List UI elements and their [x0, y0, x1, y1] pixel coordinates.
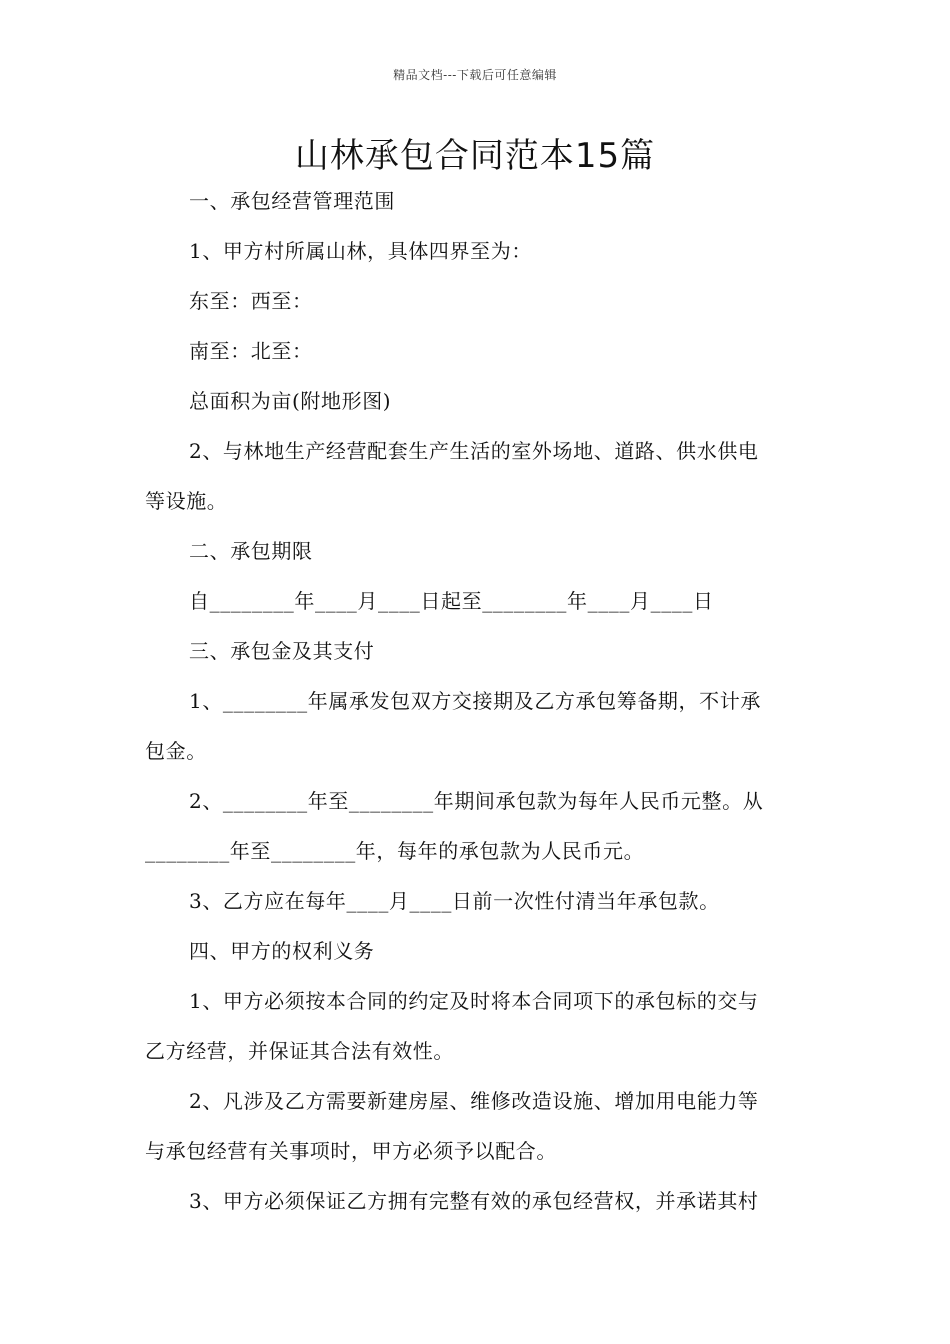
- paragraph-line: ________年至________年，每年的承包款为人民币元。: [145, 839, 645, 863]
- paragraph-line: 2、凡涉及乙方需要新建房屋、维修改造设施、增加用电能力等: [189, 1089, 759, 1113]
- paragraph-line: 1、甲方必须按本合同的约定及时将本合同项下的承包标的交与: [189, 989, 759, 1013]
- paragraph-line: 与承包经营有关事项时，甲方必须予以配合。: [145, 1139, 557, 1163]
- paragraph-line: 3、乙方应在每年____月____日前一次性付清当年承包款。: [189, 889, 720, 913]
- paragraph-line: 等设施。: [145, 489, 228, 513]
- paragraph-line: 3、甲方必须保证乙方拥有完整有效的承包经营权，并承诺其村: [189, 1189, 759, 1213]
- paragraph-line: 自________年____月____日起至________年____月____日: [189, 589, 714, 613]
- paragraph-line: 2、________年至________年期间承包款为每年人民币元整。从: [189, 789, 764, 813]
- document-title: 山林承包合同范本15篇: [294, 136, 656, 176]
- paragraph-line: 1、甲方村所属山林，具体四界至为：: [189, 239, 532, 263]
- paragraph-line: 总面积为亩(附地形图): [189, 389, 392, 413]
- section-heading: 二、承包期限: [189, 539, 313, 563]
- paragraph-line: 2、与林地生产经营配套生产生活的室外场地、道路、供水供电: [189, 439, 759, 463]
- paragraph-line: 南至：北至：: [189, 339, 313, 363]
- section-heading: 三、承包金及其支付: [189, 639, 375, 663]
- paragraph-line: 1、________年属承发包双方交接期及乙方承包筹备期，不计承: [189, 689, 761, 713]
- paragraph-line: 乙方经营，并保证其合法有效性。: [145, 1039, 454, 1063]
- header-note: 精品文档---下载后可任意编辑: [393, 68, 557, 82]
- section-heading: 一、承包经营管理范围: [189, 189, 395, 213]
- paragraph-line: 包金。: [145, 739, 207, 763]
- paragraph-line: 东至：西至：: [189, 289, 313, 313]
- document-body: [145, 182, 810, 1232]
- section-heading: 四、甲方的权利义务: [189, 939, 375, 963]
